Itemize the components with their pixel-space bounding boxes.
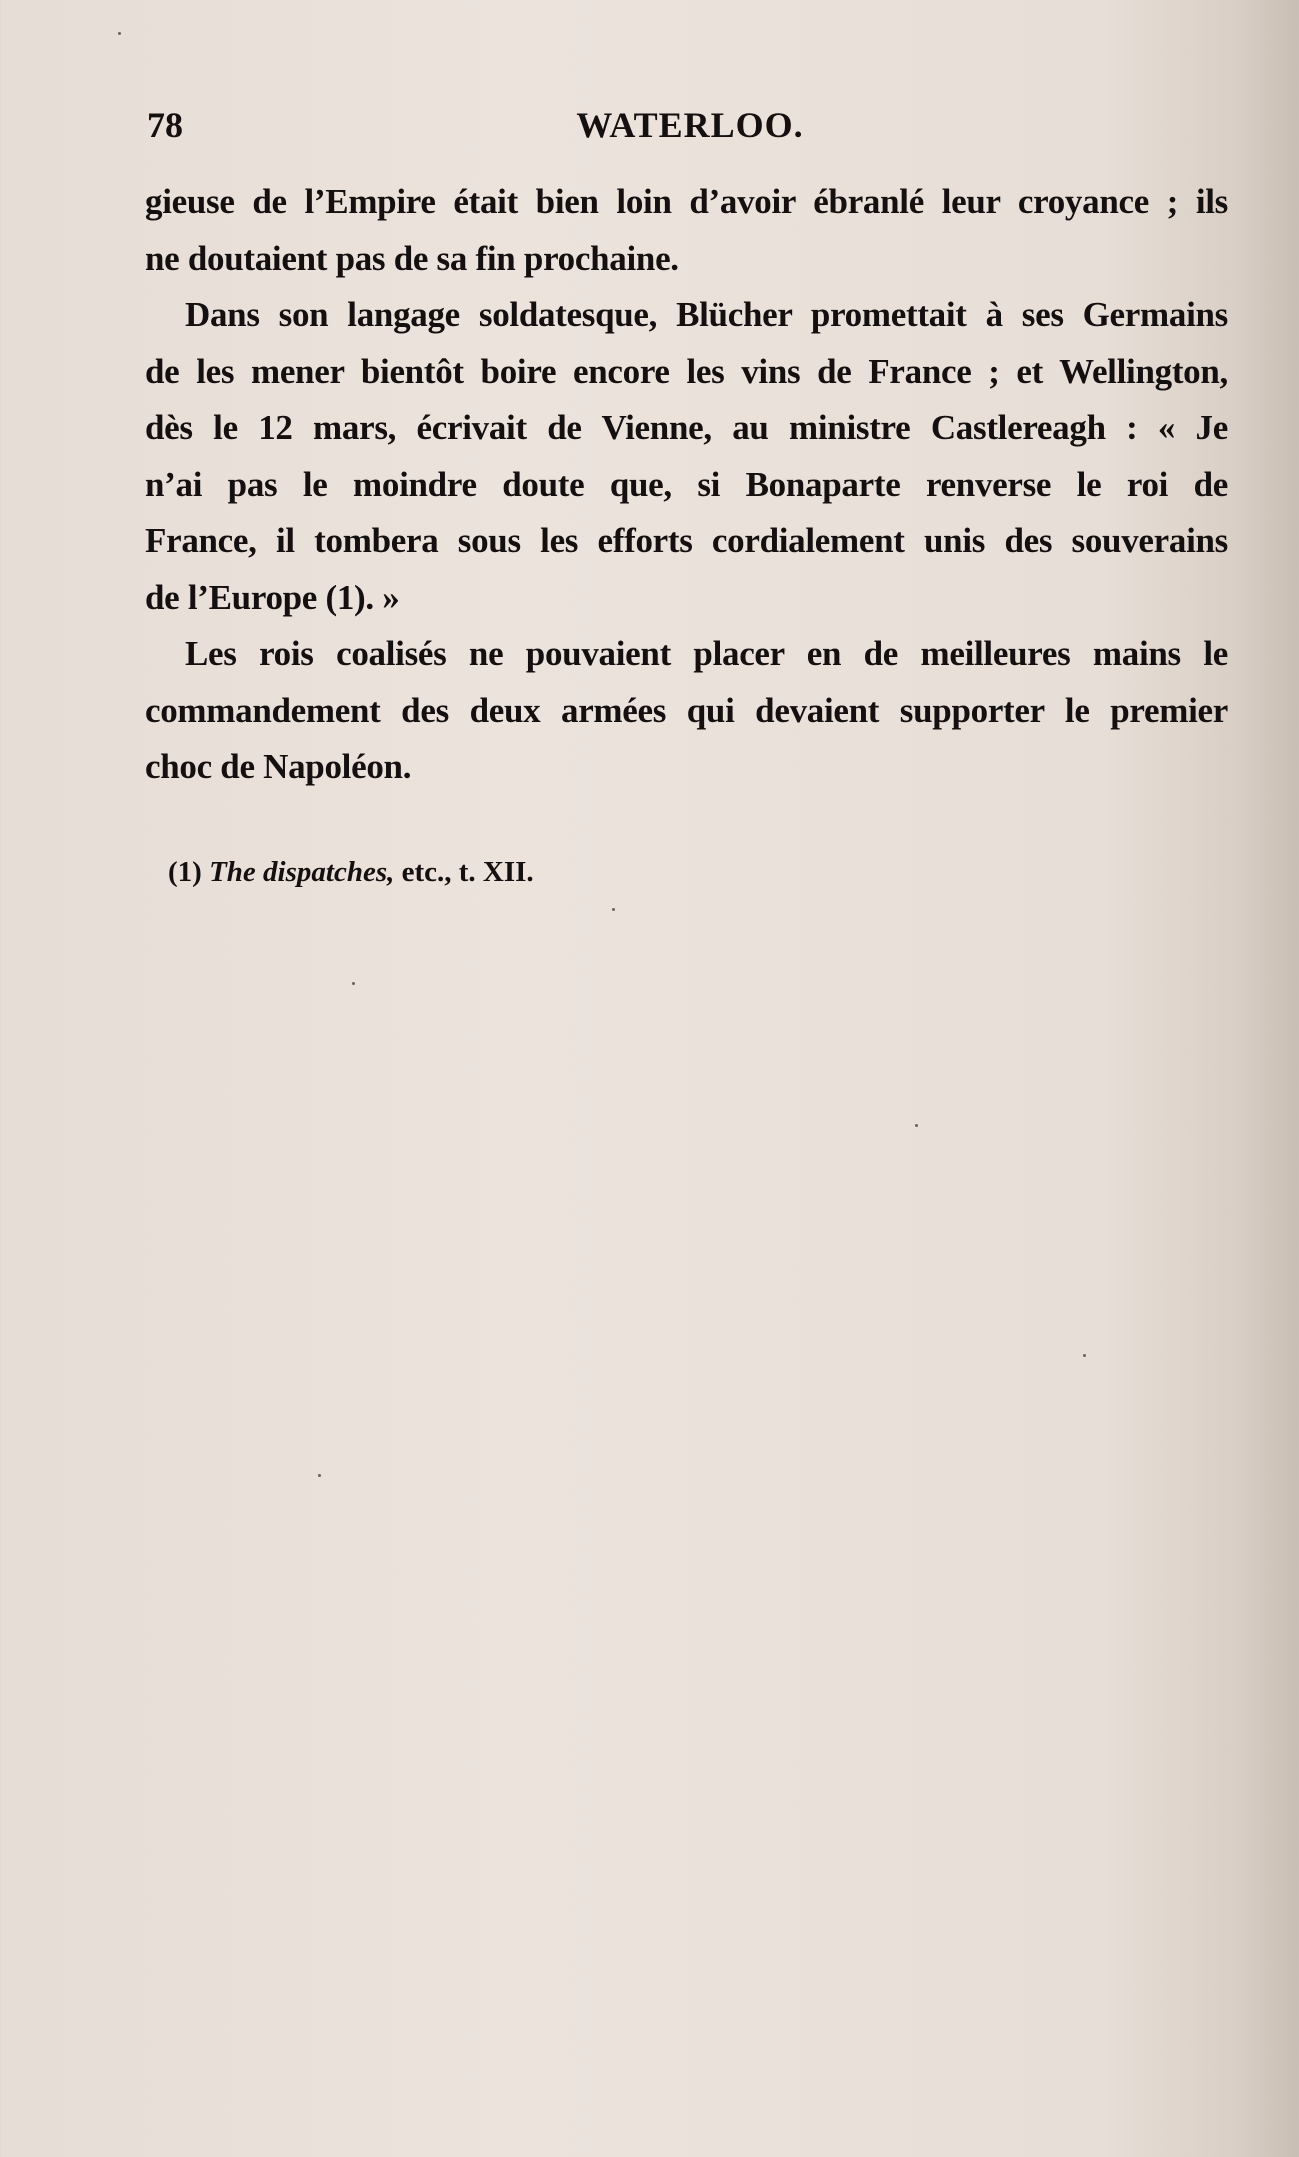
footnote bbox=[168, 856, 534, 889]
text-line: France, il tombera sous les efforts cordialement unis des souverains bbox=[145, 521, 1228, 560]
paper-speck bbox=[118, 32, 121, 35]
text-line: commandement des deux armées qui devaient supporter le premier bbox=[145, 690, 1228, 730]
paper-speck bbox=[352, 982, 355, 985]
page-number: 78 bbox=[147, 105, 183, 145]
text-line: ne doutaient pas de sa fin prochaine. bbox=[145, 238, 679, 278]
footnote-title: The dispatches, bbox=[209, 856, 395, 888]
text-line: Dans son langage soldatesque, Blücher promettait à ses Germains bbox=[185, 295, 1228, 334]
paper-speck bbox=[915, 1124, 918, 1127]
footnote-marker: (1) bbox=[168, 856, 202, 888]
text-line: de l’Europe (1). » bbox=[145, 577, 400, 617]
running-title: WATERLOO. bbox=[576, 105, 804, 145]
paper-speck bbox=[612, 908, 615, 911]
paper-speck bbox=[318, 1474, 321, 1477]
paper-speck bbox=[1083, 1354, 1086, 1357]
body-text bbox=[145, 174, 1228, 796]
footnote-reference: etc., t. XII. bbox=[401, 856, 534, 888]
text-line: Les rois coalisés ne pouvaient placer en de meilleures mains le bbox=[185, 634, 1228, 673]
text-line: choc de Napoléon. bbox=[145, 747, 412, 786]
text-line: dès le 12 mars, écrivait de Vienne, au ministre Castlereagh : « Je bbox=[145, 408, 1228, 447]
text-line: n’ai pas le moindre doute que, si Bonaparte renverse le roi de bbox=[145, 464, 1228, 504]
text-line: gieuse de l’Empire était bien loin d’avoir ébranlé leur croyance ; ils bbox=[145, 182, 1228, 221]
text-line: de les mener bientôt boire encore les vins de France ; et Wellington, bbox=[145, 351, 1228, 391]
